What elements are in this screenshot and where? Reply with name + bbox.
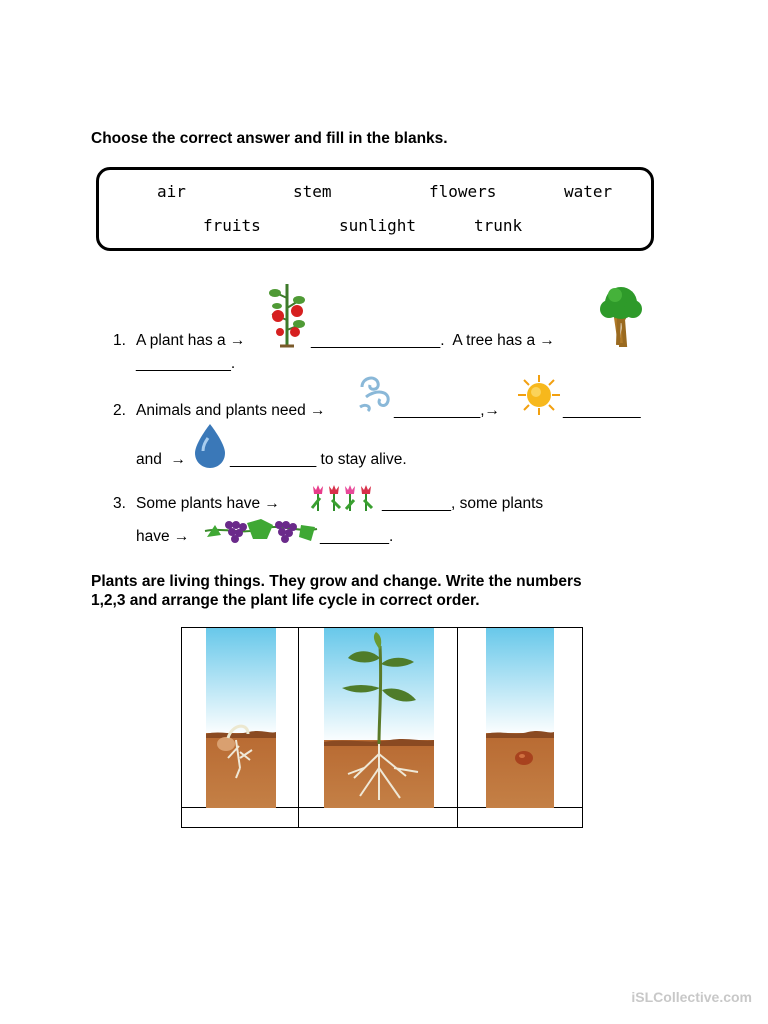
word-bank-item: flowers [429, 182, 497, 201]
question-text: have → [136, 528, 190, 545]
word-bank-item: trunk [474, 216, 523, 235]
question-text: Animals and plants need → [136, 402, 326, 419]
word-bank-item: fruits [203, 216, 261, 235]
word-bank-item: air [157, 182, 186, 201]
question-text: Some plants have → [136, 495, 280, 512]
word-bank-item: water [564, 182, 613, 201]
site-watermark: iSLCollective.com [631, 989, 752, 1005]
question-text: _________ [563, 402, 641, 419]
life-cycle-table [181, 627, 583, 828]
word-bank-item: stem [293, 182, 332, 201]
answer-box[interactable] [299, 808, 458, 828]
answer-box[interactable] [182, 808, 299, 828]
question-text: __________,→ [394, 402, 501, 419]
question-text: __________ to stay alive. [230, 451, 407, 468]
question-number: 1. [113, 332, 126, 349]
water-drop-icon [193, 423, 227, 469]
tulips-icon [310, 482, 376, 512]
wind-icon [356, 373, 394, 415]
seed-in-soil-image [486, 628, 554, 808]
question-text: A plant has a → [136, 332, 246, 349]
germinating-seed-image [206, 628, 276, 808]
sun-icon [516, 374, 562, 416]
instructions-heading: Choose the correct answer and fill in the blanks. [91, 130, 448, 147]
grapes-vine-icon [203, 517, 319, 545]
question-number: 2. [113, 402, 126, 419]
word-bank-item: sunlight [339, 216, 417, 235]
instructions-heading: Plants are living things. They grow and change. Write the numbers [91, 573, 582, 590]
question-text: ________. [320, 528, 394, 545]
instructions-heading: 1,2,3 and arrange the plant life cycle in correct order. [91, 592, 480, 609]
question-text: _______________. A tree has a → [311, 332, 555, 349]
question-text: ___________. [136, 355, 236, 372]
young-plant-image [324, 628, 434, 808]
word-bank [96, 167, 654, 251]
tree-icon [597, 283, 645, 347]
question-text: ________, some plants [382, 495, 544, 512]
question-text: and → [136, 451, 186, 468]
question-number: 3. [113, 495, 126, 512]
answer-box[interactable] [458, 808, 583, 828]
life-cycle-cell [182, 628, 299, 808]
life-cycle-cell [458, 628, 583, 808]
tomato-plant-icon [266, 280, 308, 348]
life-cycle-cell [299, 628, 458, 808]
